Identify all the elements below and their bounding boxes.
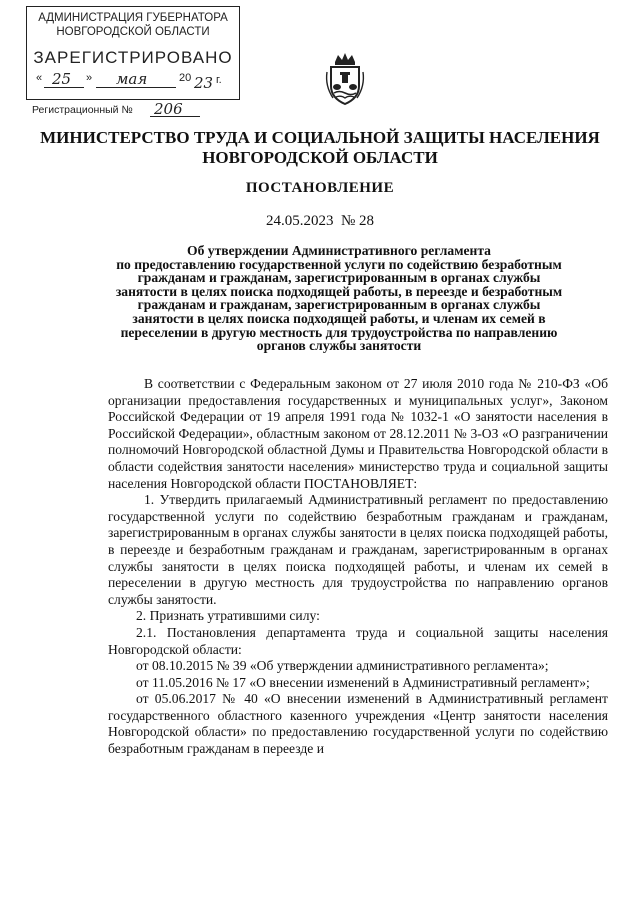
document-date-number bbox=[0, 213, 640, 230]
reg-underline bbox=[150, 116, 200, 117]
subject-line: занятости в целях поиска подходящей работы, и членам их семей в bbox=[132, 310, 546, 326]
stamp-registered: ЗАРЕГИСТРИРОВАНО bbox=[33, 48, 233, 67]
stamp-authority-line1: АДМИНИСТРАЦИЯ ГУБЕРНАТОРА bbox=[38, 12, 228, 24]
ministry-name bbox=[0, 128, 640, 168]
ministry-line2: НОВГОРОДСКОЙ ОБЛАСТИ bbox=[202, 148, 438, 167]
body-paragraph-item2-1: 2.1. Постановления департамента труда и социальной защиты населения Новгородской области: bbox=[108, 624, 608, 657]
quote-mark: « bbox=[36, 72, 43, 84]
stamp-year-prefix: 20 bbox=[179, 72, 192, 84]
subject-line: по предоставлению государственной услуги по содействию безработным bbox=[116, 256, 562, 272]
registration-stamp bbox=[26, 6, 240, 122]
month-underline bbox=[96, 87, 176, 88]
ministry-line1: МИНИСТЕРСТВО ТРУДА И СОЦИАЛЬНОЙ ЗАЩИТЫ НАСЕЛЕНИЯ bbox=[40, 128, 600, 147]
stamp-reg-label: Регистрационный № bbox=[32, 104, 133, 116]
document-date: 24.05.2023 bbox=[265, 213, 334, 229]
body-paragraph-preamble: В соответствии с Федеральным законом от 27 июля 2010 года № 210-ФЗ «Об организации предоставления государственных и муниципальных услуг», Законом Российской Федерации от 19 апреля 1991 года № 1032-1 «О занятости населения в Российской Федерации», областным законом от 28.12.2011 № 3-ОЗ «О разграничении полномочий Новгородской областной Думы и Правительства Новгородской области в области содействия занятости населения» министерство труда и социальной защиты населения Новгородской области ПОСТАНОВЛЯЕТ: bbox=[108, 376, 608, 491]
stamp-reg-row bbox=[32, 100, 242, 122]
quote-mark-close: » bbox=[86, 72, 93, 84]
subject-line: гражданам и гражданам, зарегистрированным в органах службы bbox=[137, 270, 541, 286]
body-paragraph-ref1: от 08.10.2015 № 39 «Об утверждении административного регламента»; bbox=[136, 658, 549, 674]
body-paragraph-item2: 2. Признать утратившими силу: bbox=[136, 608, 320, 624]
document-type: ПОСТАНОВЛЕНИЕ bbox=[245, 180, 395, 196]
body-paragraph-ref3: от 05.06.2017 № 40 «О внесении изменений в Административный регламент государственного областного казенного учреждения «Центр занятости населения Новгородской области» по предоставлению государственной услуги по содействию безработным гражданам в переезде и bbox=[108, 691, 608, 757]
document-body bbox=[108, 376, 608, 758]
subject-line: органов службы занятости bbox=[256, 338, 422, 354]
stamp-date-row bbox=[34, 72, 234, 92]
document-subject bbox=[92, 244, 586, 353]
day-underline bbox=[44, 87, 84, 88]
subject-line: занятости в целях поиска подходящей работы, в переезде и безработным bbox=[115, 283, 563, 299]
document-number: № 28 bbox=[340, 213, 375, 229]
body-paragraph-item1: 1. Утвердить прилагаемый Административный регламент по предоставлению государственной услуги по содействию безработным гражданам и гражданам, зарегистрированным в органах службы занятости в целях поиска подходящей работы, в переезде и безработным гражданам и гражданам, зарегистрированным в органах службы занятости в целях поиска подходящей работы, и членам их семей в переселении в другую местность для трудоустройства по направлению органов службы занятости. bbox=[108, 492, 608, 607]
stamp-year-suffix: 23 bbox=[194, 74, 214, 92]
stamp-month: мая bbox=[116, 70, 148, 88]
body-paragraph-ref2: от 11.05.2016 № 17 «О внесении изменений в Административный регламент»; bbox=[136, 674, 590, 690]
stamp-day: 25 bbox=[52, 70, 72, 88]
subject-line: Об утверждении Административного регламента bbox=[187, 243, 491, 258]
subject-line: переселении в другую местность для трудоустройства по направлению bbox=[120, 324, 558, 340]
subject-line: гражданам и гражданам, зарегистрированным в органах службы bbox=[137, 297, 541, 313]
stamp-authority-line2: НОВГОРОДСКОЙ ОБЛАСТИ bbox=[56, 26, 210, 38]
stamp-reg-number: 206 bbox=[154, 100, 183, 118]
stamp-year-unit: г. bbox=[216, 74, 222, 86]
coat-of-arms-icon bbox=[323, 52, 367, 106]
